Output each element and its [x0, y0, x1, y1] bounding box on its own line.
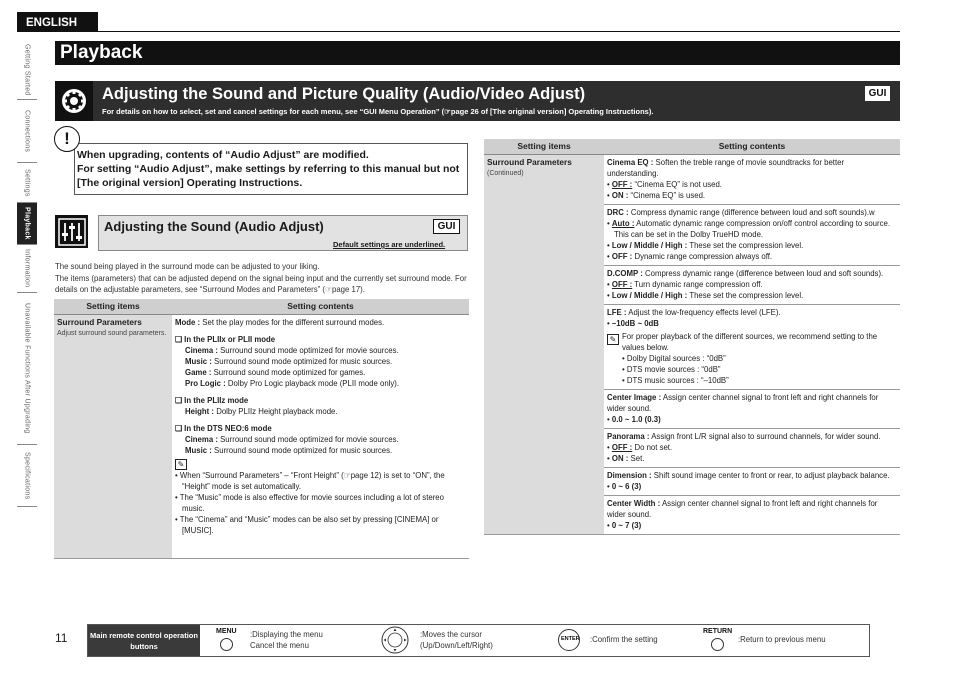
section-subtitle: For details on how to select, set and cancel settings for each menu, see “GUI Menu Operation” (☞page 26 of [The original version] Operating Instructions).	[102, 107, 654, 116]
side-nav-connections[interactable]: Connections	[17, 100, 37, 163]
gui-badge-small: GUI	[433, 219, 460, 234]
return-button-desc: :Return to previous menu	[738, 635, 826, 644]
footer-label: Main remote control operation buttons	[88, 625, 200, 656]
setting-cinema-eq: Cinema EQ : Soften the treble range of movie soundtracks for better understanding. • OFF : “Cinema EQ” is not used. • ON : “Cinema EQ” is used.	[604, 155, 900, 205]
header-rule	[17, 31, 900, 32]
side-nav-getting-started[interactable]: Getting Started	[17, 40, 37, 100]
col-header-contents: Setting contents	[604, 139, 900, 155]
upgrade-note-text: When upgrading, contents of “Audio Adjust” are modified. For setting “Audio Adjust”, make settings by referring to this manual but not [The original version] Operating Instructions.	[77, 149, 460, 189]
side-nav-settings[interactable]: Settings	[17, 163, 37, 203]
setting-center-width: Center Width : Assign center channel signal to front left and right channels for wider sound. • 0 ~ 7 (3)	[604, 496, 900, 535]
mode-group-neo6: ❑ In the DTS NEO:6 mode	[175, 424, 272, 433]
chapter-title: Playback	[55, 41, 900, 65]
note-item: • The “Music” mode is also effective for movie sources including a lot of stereo music.	[175, 493, 444, 513]
return-button-label: RETURN	[703, 628, 733, 635]
cursor-pad-icon	[381, 626, 409, 654]
intro-text: The sound being played in the surround mode can be adjusted to your liking. The items (parameters) that can be adjusted depend on the signal being input and the currently set surround mode. For details on the adjustable parameters, see “Surround Modes and Parameters” (☞page 17).	[55, 262, 467, 294]
menu-button-label: MENU	[216, 628, 237, 635]
side-nav-information[interactable]: Information	[17, 245, 37, 293]
setting-item-surround-parameters-continued: Surround Parameters (Continued)	[484, 155, 604, 535]
menu-button-desc: :Displaying the menu Cancel the menu	[250, 630, 323, 650]
side-nav	[17, 40, 37, 507]
side-nav-playback[interactable]: Playback	[17, 203, 37, 245]
right-settings-table	[484, 139, 900, 535]
gui-badge: GUI	[865, 86, 890, 101]
caution-icon: !	[54, 126, 80, 152]
page-number: 11	[55, 631, 68, 645]
left-settings-table	[54, 299, 469, 559]
enter-button-desc: :Confirm the setting	[590, 635, 658, 644]
note-item: • When “Surround Parameters” – “Front Height” (☞page 12) is set to “ON”, the “Height” mode is set automatically.	[175, 471, 445, 491]
setting-dimension: Dimension : Shift sound image center to front or rear, to adjust playback balance. • 0 ~ 6 (3)	[604, 468, 900, 496]
enter-button-label: ENTER	[561, 636, 580, 642]
mode-group-pl2z: ❑ In the PLIIz mode	[175, 396, 249, 405]
audio-adjust-sliders-icon	[55, 215, 88, 248]
menu-button-icon	[220, 638, 233, 651]
cursor-button-desc: :Moves the cursor (Up/Down/Left/Right)	[420, 630, 493, 650]
subsection-title: Adjusting the Sound (Audio Adjust)	[104, 219, 324, 234]
col-header-items: Setting items	[54, 299, 172, 315]
setting-drc: DRC : Compress dynamic range (difference between loud and soft sounds).w • Auto : Automatic dynamic range compression on/off control according to source. This can be set in the Dolby TrueHD mode. • Low / Middle / High : These set the compression level. • OFF : Dynamic range compression always off.	[604, 205, 900, 266]
note-item: • The “Cinema” and “Music” modes can be also set by pressing [CINEMA] or [MUSIC].	[175, 515, 439, 535]
section-title: Adjusting the Sound and Picture Quality (Audio/Video Adjust)	[102, 85, 586, 103]
col-header-items: Setting items	[484, 139, 604, 155]
side-nav-unavailable-functions[interactable]: Unavailable Functions After Upgrading	[17, 293, 37, 445]
col-header-contents: Setting contents	[172, 299, 469, 315]
setting-dcomp: D.COMP : Compress dynamic range (difference between loud and soft sounds). • OFF : Turn dynamic range compression off. • Low / Middle / High : These set the compression level.	[604, 266, 900, 305]
setting-item-surround-parameters: Surround Parameters Adjust surround sound parameters.	[54, 315, 172, 559]
language-tab: ENGLISH	[17, 12, 98, 32]
note-pencil-icon: ✎	[607, 334, 619, 345]
setting-contents-surround-parameters: Mode : Set the play modes for the different surround modes. ❑ In the PLIIx or PLII mode Cinema : Surround sound mode optimized for movie sources. Music : Surround sound mode optimized for music sources. Game : Surround sound mode optimized for games. Pro Logic : Dolby Pro Logic playback mode (PLII mode only). ❑ In the PLIIz mode Height : Dolby PLIIz Height playback mode. ❑ In the DTS NEO:6 mode Cinema : Surround sound mode optimized for movie sources. Music : Surround sound mode optimized for music sources. ✎ • When “Surround Parameters” – “Front Height” (☞page 12) is set to “ON”, the “Height” mode is set automatically. • The “Music” mode is also effective for movie sources including a lot of stereo music. • The “Cinema” and “Music” modes can be also set by pressing [CINEMA] or [MUSIC].	[172, 315, 469, 559]
default-settings-note: Default settings are underlined.	[333, 240, 446, 249]
setting-lfe: LFE : Adjust the low-frequency effects level (LFE). • –10dB ~ 0dB ✎ For proper playback of the different sources, we recommend setting to the values below. • Dolby Digital sources : “0dB” • DTS movie sources : “0dB” • DTS music sources : “–10dB”	[604, 305, 900, 390]
settings-gear-icon	[55, 81, 93, 121]
setting-panorama: Panorama : Assign front L/R signal also to surround channels, for wider sound. • OFF : Do not set. • ON : Set.	[604, 429, 900, 468]
note-pencil-icon: ✎	[175, 459, 187, 470]
return-button-icon	[711, 638, 724, 651]
side-nav-specifications[interactable]: Specifications	[17, 445, 37, 507]
setting-center-image: Center Image : Assign center channel signal to front left and right channels for wider sound. • 0.0 ~ 1.0 (0.3)	[604, 390, 900, 429]
mode-group-pl2: ❑ In the PLIIx or PLII mode	[175, 335, 276, 344]
